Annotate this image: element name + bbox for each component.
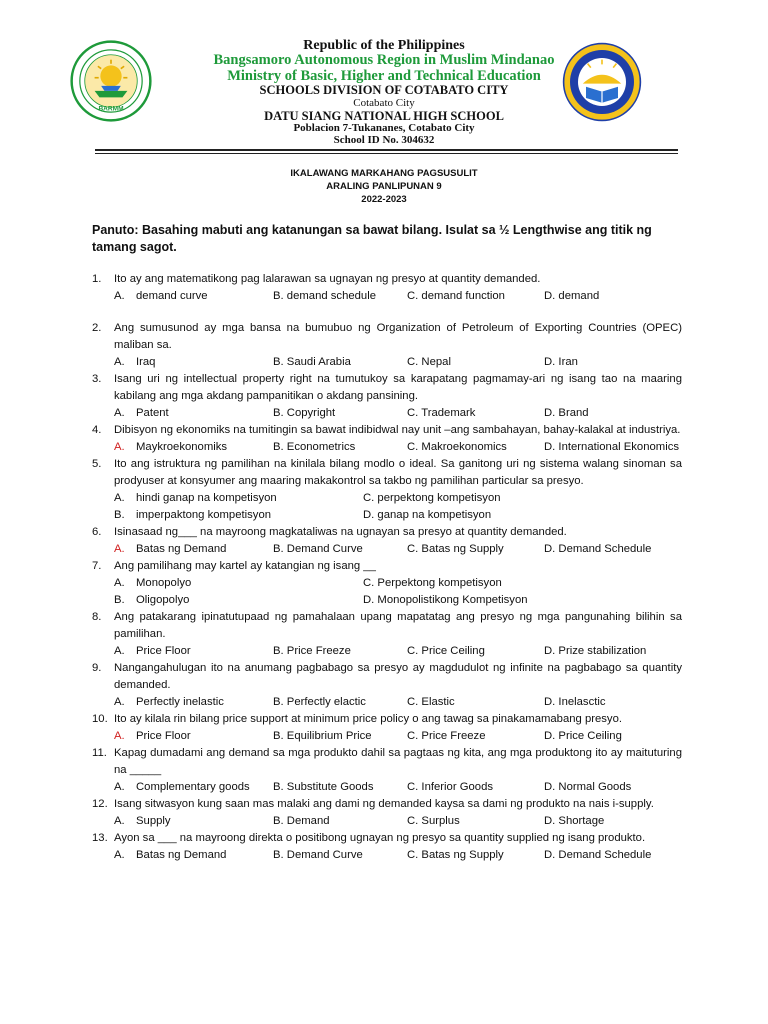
answer-choice (114, 728, 191, 745)
choice-text: imperpaktong kompetisyon (136, 509, 272, 521)
question-number: 8. (92, 611, 102, 623)
choice-text: C. perpektong kompetisyon (363, 492, 501, 504)
question-number: 9. (92, 662, 102, 674)
answer-choice (407, 288, 505, 305)
choice-text: Supply (136, 815, 171, 827)
answer-choice (544, 779, 631, 796)
choice-letter: A. (114, 730, 125, 742)
answer-choice (407, 694, 455, 711)
question-text: Ito ang istruktura ng pamilihan na kinilala bilang modlo o ideal. Sa ganitong uri ng sistema walang sinoman sa prodyuser at konsyumer ang maaring makakontrol sa takbo ng pamilihan particular sa presyo. (114, 458, 682, 487)
choice-text: Batas ng Demand (136, 849, 227, 861)
question-text: Isang uri ng intellectual property right na tumutukoy sa karapatang pagmamay-ari ng isang tao na maaring kabilang ang mga akdang pampanitikan o akdang pansining. (114, 373, 682, 402)
choice-text: C. demand function (407, 290, 505, 302)
header-line: School ID No. 304632 (333, 134, 435, 147)
question-text: Isang sitwasyon kung saan mas malaki ang dami ng demanded kaysa sa dami ng produkto na nais i-supply. (114, 798, 654, 810)
question-number: 5. (92, 458, 102, 470)
answer-choice (273, 847, 363, 864)
barmm-seal-icon (70, 40, 152, 122)
choice-text: B. Copyright (273, 407, 336, 419)
header-line: Poblacion 7-Tukananes, Cotabato City (293, 122, 475, 135)
question-item (92, 371, 682, 422)
question-number: 6. (92, 526, 102, 538)
choice-text: D. Price Ceiling (544, 730, 622, 742)
choice-text: C. Nepal (407, 356, 451, 368)
answer-choice (407, 405, 475, 422)
header-line: DATU SIANG NATIONAL HIGH SCHOOL (264, 108, 504, 123)
choice-row (114, 728, 682, 745)
answer-choice (114, 694, 224, 711)
question-text: Ito ay kilala rin bilang price support at minimum price policy o ang tawag sa pinakamamabang presyo. (114, 713, 622, 725)
choice-text: D. Demand Schedule (544, 543, 652, 555)
answer-choice (273, 354, 351, 371)
choice-text: C. Batas ng Supply (407, 849, 504, 861)
answer-choice (114, 490, 277, 507)
question-item (92, 660, 682, 711)
choice-row (114, 541, 682, 558)
question-item (92, 320, 682, 371)
question-text: Ito ay ang matematikong pag lalarawan sa ugnayan ng presyo at quantity demanded. (114, 273, 541, 285)
question-item (92, 558, 682, 609)
choice-text: Maykroekonomiks (136, 441, 228, 453)
answer-choice (114, 779, 250, 796)
choice-letter: A. (114, 781, 125, 793)
choice-letter: A. (114, 492, 125, 504)
choice-text: B. Econometrics (273, 441, 356, 453)
answer-choice (363, 575, 502, 592)
choice-text: B. Demand Curve (273, 849, 363, 861)
choice-text: Price Floor (136, 645, 191, 657)
answer-choice (544, 405, 589, 422)
question-number: 11. (92, 747, 107, 759)
choice-text: D. Iran (544, 356, 578, 368)
choice-letter: A. (114, 407, 125, 419)
choice-text: D. Inelasctic (544, 696, 606, 708)
choice-text: B. Saudi Arabia (273, 356, 351, 368)
answer-choice (114, 847, 226, 864)
choice-text: C. Trademark (407, 407, 476, 419)
exam-heading (0, 167, 768, 206)
header-line: Republic of the Philippines (303, 38, 465, 53)
choice-row (114, 405, 682, 422)
question-item (92, 745, 682, 796)
question-number: 3. (92, 373, 102, 385)
answer-choice (114, 507, 271, 524)
choice-row (114, 439, 682, 456)
choice-letter: A. (114, 441, 125, 453)
answer-choice (363, 507, 491, 524)
choice-letter: A. (114, 696, 125, 708)
answer-choice (114, 439, 227, 456)
choice-text: D. International Ekonomics (544, 441, 680, 453)
choice-text: C. Price Ceiling (407, 645, 485, 657)
answer-choice (114, 405, 169, 422)
choice-letter: A. (114, 543, 125, 555)
choice-letter: A. (114, 815, 125, 827)
answer-choice (273, 541, 363, 558)
choice-letter: A. (114, 290, 125, 302)
choice-text: B. Equilibrium Price (273, 730, 372, 742)
choice-row (114, 575, 682, 592)
choice-row (114, 490, 682, 507)
question-text: Ayon sa ___ na mayroong direkta o positibong ugnayan ng presyo sa quantity supplied ng isang produkto. (114, 832, 646, 844)
answer-choice (114, 813, 171, 830)
question-item (92, 830, 682, 864)
answer-choice (273, 813, 330, 830)
header-line: SCHOOLS DIVISION OF COTABATO CITY (259, 83, 509, 98)
choice-row (114, 847, 682, 864)
choice-text: C. Perpektong kompetisyon (363, 577, 502, 589)
answer-choice (544, 847, 651, 864)
answer-choice (407, 354, 451, 371)
question-number: 12. (92, 798, 108, 810)
directions: Panuto: Basahing mabuti ang katanungan sa bawat bilang. Isulat sa ½ Lengthwise ang titik ng tamang sagot. (92, 223, 652, 254)
question-item (92, 524, 682, 558)
choice-letter: B. (114, 509, 125, 521)
question-item (92, 609, 682, 660)
question-text: Dibisyon ng ekonomiks na tumitingin sa bawat indibidwal nay unit –ang sambahayan, bahay-kalakal at industriya. (114, 424, 681, 436)
choice-text: B. Price Freeze (273, 645, 351, 657)
answer-choice (407, 779, 493, 796)
choice-text: Monopolyo (136, 577, 192, 589)
answer-choice (544, 439, 679, 456)
question-text: Ang patakarang ipinatutupaad ng pamahalaan upang mapatatag ang presyo ng mga pangunahing bilihin sa pamilihan. (114, 611, 682, 640)
answer-choice (544, 354, 578, 371)
question-number: 13. (92, 832, 108, 844)
answer-choice (363, 490, 501, 507)
choice-text: D. Normal Goods (544, 781, 632, 793)
answer-choice (273, 728, 372, 745)
answer-choice (407, 643, 485, 660)
choice-row (114, 779, 682, 796)
choice-letter: B. (114, 594, 125, 606)
question-number: 2. (92, 322, 102, 334)
question-text: Ang pamilihang may kartel ay katangian ng isang __ (114, 560, 376, 572)
answer-choice (407, 439, 507, 456)
answer-choice (114, 643, 191, 660)
choice-text: D. demand (544, 290, 600, 302)
choice-text: B. Substitute Goods (273, 781, 374, 793)
choice-text: D. Brand (544, 407, 589, 419)
choice-text: D. Monopolistikong Kompetisyon (363, 594, 528, 606)
choice-text: hindi ganap na kompetisyon (136, 492, 277, 504)
choice-text: Batas ng Demand (136, 543, 227, 555)
header-divider (95, 149, 678, 151)
question-item (92, 456, 682, 524)
answer-choice (114, 354, 155, 371)
answer-choice (114, 592, 189, 609)
choice-text: D. ganap na kompetisyon (363, 509, 492, 521)
choice-text: D. Prize stabilization (544, 645, 647, 657)
header-divider-thin (95, 153, 678, 154)
answer-choice (114, 541, 226, 558)
choice-row (114, 592, 682, 609)
answer-choice (273, 439, 355, 456)
header-line: Bangsamoro Autonomous Region in Muslim Mindanao (213, 52, 555, 69)
choice-letter: A. (114, 645, 125, 657)
choice-row (114, 354, 682, 371)
question-number: 10. (92, 713, 108, 725)
choice-text: B. demand schedule (273, 290, 376, 302)
choice-row (114, 288, 682, 305)
answer-choice (407, 728, 485, 745)
datu-siang-nhs-seal-icon (562, 42, 642, 122)
answer-choice (273, 405, 335, 422)
answer-choice (407, 813, 460, 830)
choice-text: B. Perfectly elactic (273, 696, 366, 708)
choice-text: Iraq (136, 356, 156, 368)
choice-text: D. Demand Schedule (544, 849, 652, 861)
question-number: 7. (92, 560, 102, 572)
choice-text: D. Shortage (544, 815, 605, 827)
choice-text: B. Demand Curve (273, 543, 363, 555)
answer-choice (114, 575, 191, 592)
answer-choice (114, 288, 208, 305)
header-line: Cotabato City (353, 96, 415, 109)
question-text: Nangangahulugan ito na anumang pagbabago sa presyo ay magdudulot ng infinite na pagbabago sa quantity demanded. (114, 662, 682, 691)
question-item (92, 422, 682, 456)
choice-text: C. Batas ng Supply (407, 543, 504, 555)
answer-choice (544, 694, 606, 711)
question-item (92, 711, 682, 745)
choice-text: C. Price Freeze (407, 730, 486, 742)
choice-text: Oligopolyo (136, 594, 190, 606)
choice-text: C. Inferior Goods (407, 781, 494, 793)
choice-text: C. Surplus (407, 815, 460, 827)
choice-text: Perfectly inelastic (136, 696, 224, 708)
question-text: Ang sumusunod ay mga bansa na bumubuo ng Organization of Petroleum of Exporting Countries (OPEC) maliban sa. (114, 322, 682, 351)
choice-row (114, 507, 682, 524)
exam-title: IKALAWANG MARKAHANG PAGSUSULIT (290, 168, 478, 179)
answer-choice (363, 592, 528, 609)
choice-text: Patent (136, 407, 169, 419)
question-text: Isinasaad ng___ na mayroong magkataliwas na ugnayan sa presyo at quantity demanded. (114, 526, 567, 538)
answer-choice (544, 541, 651, 558)
answer-choice (407, 541, 504, 558)
choice-text: B. Demand (273, 815, 330, 827)
choice-text: Price Floor (136, 730, 191, 742)
answer-choice (544, 728, 622, 745)
answer-choice (273, 643, 351, 660)
choice-text: demand curve (136, 290, 208, 302)
answer-choice (273, 694, 366, 711)
answer-choice (407, 847, 504, 864)
barmm-logo-label: BARMM (98, 105, 124, 113)
choice-row (114, 643, 682, 660)
choice-text: Complementary goods (136, 781, 250, 793)
answer-choice (544, 813, 604, 830)
answer-choice (544, 643, 646, 660)
question-item (92, 271, 682, 305)
choice-letter: A. (114, 356, 125, 368)
choice-row (114, 813, 682, 830)
question-list (92, 271, 682, 864)
choice-text: C. Makroekonomics (407, 441, 507, 453)
answer-choice (273, 779, 373, 796)
question-text: Kapag dumadami ang demand sa mga produkto dahil sa pagtaas ng kita, ang mga produktong ito ay maituturing na _____ (114, 747, 682, 776)
question-item (92, 796, 682, 830)
exam-year: 2022-2023 (361, 194, 407, 205)
question-number: 4. (92, 424, 102, 436)
answer-choice (273, 288, 376, 305)
choice-row (114, 694, 682, 711)
answer-choice (544, 288, 599, 305)
choice-letter: A. (114, 849, 125, 861)
choice-text: C. Elastic (407, 696, 455, 708)
exam-subject: ARALING PANLIPUNAN 9 (326, 181, 442, 192)
header-line: Ministry of Basic, Higher and Technical Education (227, 67, 541, 84)
choice-letter: A. (114, 577, 125, 589)
question-number: 1. (92, 273, 102, 285)
